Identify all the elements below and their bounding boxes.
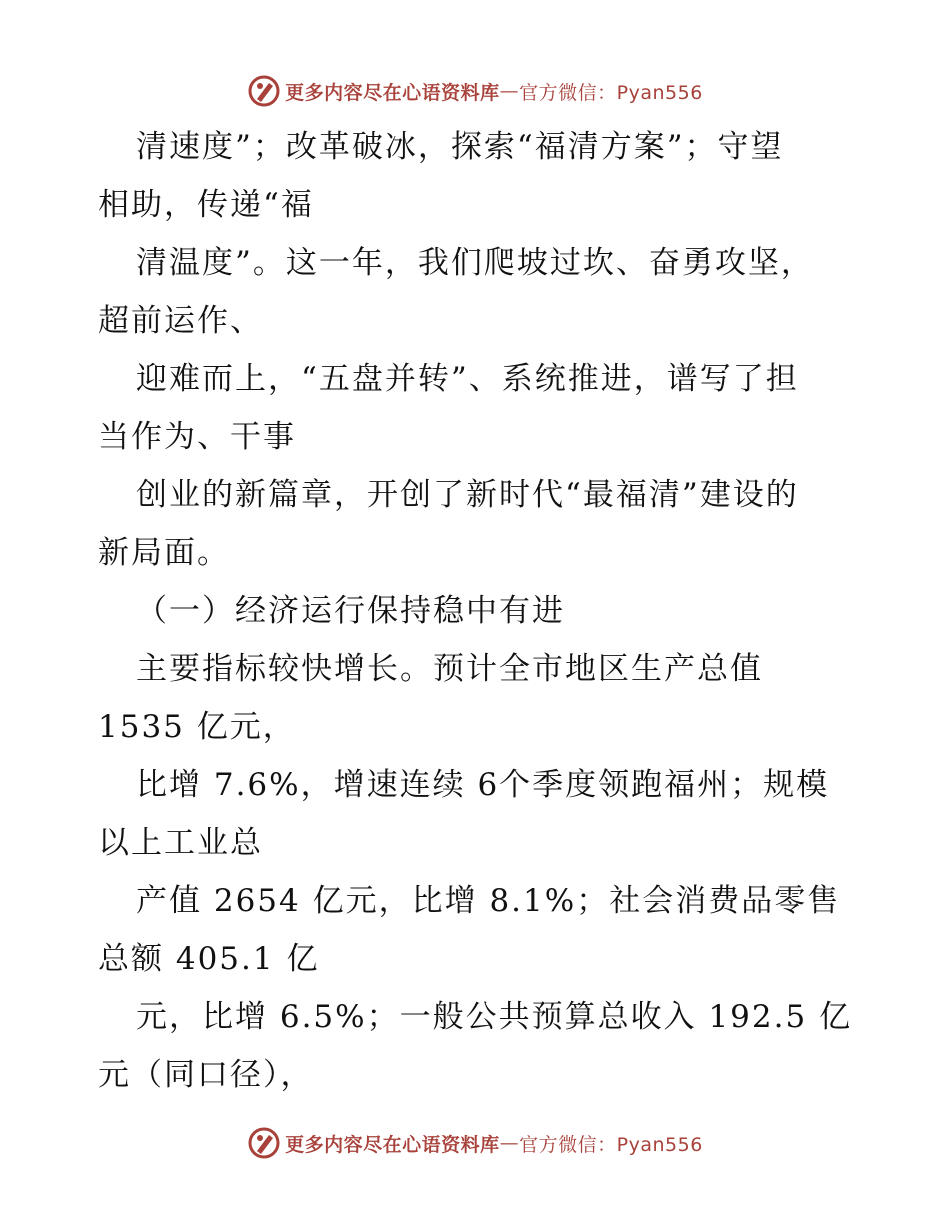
paragraph-line: 新局面。: [98, 535, 230, 571]
paragraph: [98, 988, 858, 1104]
watermark-separator: —: [499, 80, 520, 102]
paragraph-line: 以上工业总: [98, 825, 263, 861]
paragraph: [98, 118, 858, 234]
paragraph: [98, 872, 858, 988]
header-watermark: [0, 74, 950, 108]
paragraph: [98, 640, 858, 756]
paragraph-line: 清速度”；改革破冰，探索“福清方案”；守望: [136, 129, 784, 165]
paragraph-line: 清温度”。这一年，我们爬坡过坎、奋勇攻坚，: [136, 245, 814, 281]
paragraph-line: 1535 亿元，: [98, 709, 296, 745]
paragraph-line: 元（同口径），: [98, 1057, 314, 1093]
paragraph: [98, 350, 858, 466]
section-heading-text: （一）经济运行保持稳中有进: [136, 593, 565, 629]
footer-watermark: [0, 1126, 950, 1160]
paragraph-line: 元，比增 6.5%；一般公共预算总收入 192.5 亿: [136, 999, 853, 1035]
watermark-text: 更多内容尽在心语资料库: [285, 1133, 500, 1156]
paragraph-line: 迎难而上，“五盘并转”、系统推进，谱写了担: [136, 361, 799, 397]
document-body: [98, 118, 858, 1104]
paragraph: [98, 466, 858, 582]
watermark-text: 更多内容尽在心语资料库: [285, 81, 500, 104]
paragraph-line: 创业的新篇章，开创了新时代“最福清”建设的: [136, 477, 799, 513]
paragraph-line: 比增 7.6%，增速连续 6个季度领跑福州；规模: [136, 767, 830, 803]
paragraph-line: 当作为、干事: [98, 419, 296, 455]
pen-logo-icon: [247, 1126, 281, 1160]
watermark-wechat-id: 官方微信：Pyan556: [519, 1133, 703, 1156]
paragraph: [98, 234, 858, 350]
section-heading: [98, 582, 858, 640]
pen-logo-icon: [247, 74, 281, 108]
paragraph-line: 总额 405.1 亿: [98, 941, 320, 977]
paragraph-line: 超前运作、: [98, 303, 263, 339]
paragraph: [98, 756, 858, 872]
paragraph-line: 相助，传递“福: [98, 187, 314, 223]
paragraph-line: 产值 2654 亿元，比增 8.1%；社会消费品零售: [136, 883, 841, 919]
paragraph-line: 主要指标较快增长。预计全市地区生产总值: [136, 651, 763, 687]
watermark-separator: —: [499, 1132, 520, 1154]
watermark-wechat-id: 官方微信：Pyan556: [519, 81, 703, 104]
